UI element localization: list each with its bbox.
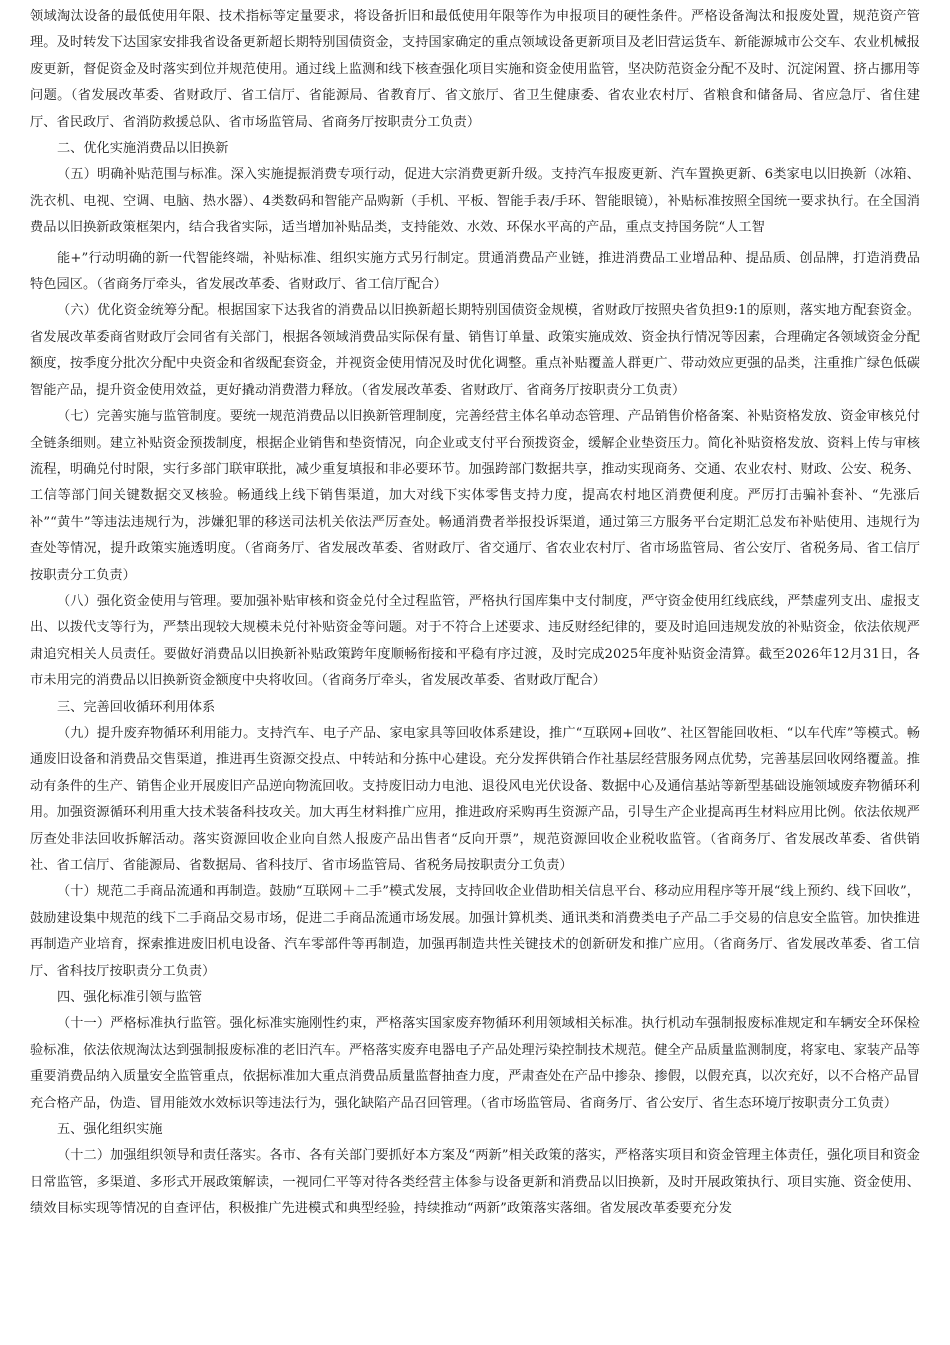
paragraph-item-5: （五）明确补贴范围与标准。深入实施提振消费专项行动，促进大宗消费更新升级。支持汽车报废更新、汽车置换更新、6类家电以旧换新（冰箱、洗衣机、电视、空调、电脑、热水器）、4类数码和智能产品购新（手机、平板、智能手表/手环、智能眼镜），补贴标准按照全国统一要求执行。在全国消费品以旧换新政策框架内，结合我省实际，适当增加补贴品类，支持能效、水效、环保水平高的产品，重点支持国务院“人工智 bbox=[30, 167, 920, 236]
section-heading-4: 四、强化标准引领与监管 bbox=[57, 990, 203, 1006]
paragraph-item-11: （十一）严格标准执行监管。强化标准实施刚性约束，严格落实国家废弃物循环利用领域相关标准。执行机动车强制报废标准规定和车辆安全环保检验标准，依法依规淘汰达到强制报废标准的老旧汽车。严格落实废弃电器电子产品处理污染控制技术规范。健全产品质量监测制度，将家电、家装产品等重要消费品纳入质量安全监管重点，依据标准加大重点消费品质量监督抽查力度，严肃查处在产品中掺杂、掺假，以假充真，以次充好，以不合格产品冒充合格产品，伪造、冒用能效水效标识等违法行为，强化缺陷产品召回管理。（省市场监管局、省商务厅、省公安厅、省生态环境厅按职责分工负责） bbox=[30, 1016, 920, 1111]
section-heading-5: 五、强化组织实施 bbox=[57, 1122, 163, 1138]
section-heading-2: 二、优化实施消费品以旧换新 bbox=[57, 141, 229, 157]
paragraph-item-6: （六）优化资金统筹分配。根据国家下达我省的消费品以旧换新超长期特别国债资金规模，省财政厅按照央省负担9:1的原则，落实地方配套资金。省发展改革委商省财政厅会同省有关部门，根据各领域消费品实际保有量、销售订单量、政策实施成效、资金执行情况等因素，合理确定各领域资金分配额度，按季度分批次分配中央资金和省级配套资金，并视资金使用情况及时优化调整。重点补贴覆盖人群更广、带动效应更强的品类，注重推广绿色低碳智能产品，提升资金使用效益，更好撬动消费潜力释放。（省发展改革委、省财政厅、省商务厅按职责分工负责） bbox=[30, 303, 920, 398]
paragraph-item-7: （七）完善实施与监管制度。要统一规范消费品以旧换新管理制度，完善经营主体名单动态管理、产品销售价格备案、补贴资格发放、资金审核兑付全链条细则。建立补贴资金预拨制度，根据企业销售和垫资情况，向企业或支付平台预拨资金，缓解企业垫资压力。简化补贴资格发放、资料上传与审核流程，明确兑付时限，实行多部门联审联批，减少重复填报和非必要环节。加强跨部门数据共享，推动实现商务、交通、农业农村、财政、公安、税务、工信等部门间关键数据交叉核验。畅通线上线下销售渠道，加大对线下实体零售支持力度，提高农村地区消费便利度。严厉打击骗补套补、“先涨后补”“黄牛”等违法违规行为，涉嫌犯罪的移送司法机关依法严厉查处。畅通消费者举报投诉渠道，通过第三方服务平台定期汇总发布补贴使用、违规行为查处等情况，提升政策实施透明度。（省商务厅、省发展改革委、省财政厅、省交通厅、省农业农村厅、省市场监管局、省公安厅、省税务局、省工信厅按职责分工负责） bbox=[30, 409, 920, 583]
paragraph-item-8: （八）强化资金使用与管理。要加强补贴审核和资金兑付全过程监管，严格执行国库集中支付制度，严守资金使用红线底线，严禁虚列支出、虚报支出、以拨代支等行为，严禁出现较大规模未兑付补贴资金等问题。对于不符合上述要求、违反财经纪律的，要及时追回违规发放的补贴资金，依法依规严肃追究相关人员责任。要做好消费品以旧换新补贴政策跨年度顺畅衔接和平稳有序过渡，及时完成2025年度补贴资金清算。截至2026年12月31日，各市未用完的消费品以旧换新资金额度中央将收回。（省商务厅牵头，省发展改革委、省财政厅配合） bbox=[30, 593, 920, 689]
paragraph-item-9: （九）提升废弃物循环利用能力。支持汽车、电子产品、家电家具等回收体系建设，推广“互联网+回收”、社区智能回收柜、“以车代库”等模式。畅通废旧设备和消费品交售渠道，推进再生资源交投点、中转站和分拣中心建设。充分发挥供销合作社基层经营服务网点优势，完善基层回收网络覆盖。推动有条件的生产、销售企业开展废旧产品逆向物流回收。支持废旧动力电池、退役风电光伏设备、数据中心及通信基站等新型基础设施领域废弃物循环利用。加强资源循环利用重大技术装备科技攻关。加大再生材料推广应用，推进政府采购再生资源产品，引导生产企业提高再生材料应用比例。依法依规严厉查处非法回收拆解活动。落实资源回收企业向自然人报废产品出售者“反向开票”，规范资源回收企业税收监管。（省商务厅、省发展改革委、省供销社、省工信厅、省能源局、省数据局、省科技厅、省市场监管局、省税务局按职责分工负责） bbox=[30, 725, 920, 873]
paragraph-item-10: （十）规范二手商品流通和再制造。鼓励“互联网＋二手”模式发展，支持回收企业借助相关信息平台、移动应用程序等开展“线上预约、线下回收”，鼓励建设集中规范的线下二手商品交易市场，促进二手商品流通市场发展。加强计算机类、通讯类和消费类电子产品二手交易的信息安全监管。加快推进再制造产业培育，探索推进废旧机电设备、汽车零部件等再制造，加强再制造共性关键技术的创新研发和推广应用。（省商务厅、省发展改革委、省工信厅、省科技厅按职责分工负责） bbox=[30, 884, 920, 979]
section-heading-3: 三、完善回收循环利用体系 bbox=[57, 699, 216, 715]
paragraph-item-5-continued: 能+”行动明确的新一代智能终端，补贴标准、组织实施方式另行制定。贯通消费品产业链，推进消费品工业增品种、提品质、创品牌，打造消费品特色园区。（省商务厅牵头，省发展改革委、省财政厅、省工信厅配合） bbox=[30, 250, 920, 293]
paragraph-item-12: （十二）加强组织领导和责任落实。各市、各有关部门要抓好本方案及“两新”相关政策的落实，严格落实项目和资金管理主体责任，强化项目和资金日常监管，多渠道、多形式开展政策解读，一视同仁平等对待各类经营主体参与设备更新和消费品以旧换新，及时开展政策执行、项目实施、资金使用、绩效目标实现等情况的自查评估，积极推广先进模式和典型经验，持续推动“两新”政策落实落细。省发展改革委要充分发 bbox=[30, 1148, 920, 1217]
paragraph-intro-continued: 领域淘汰设备的最低使用年限、技术指标等定量要求，将设备折旧和最低使用年限等作为申报项目的硬性条件。严格设备淘汰和报废处置，规范资产管理。及时转发下达国家安排我省设备更新超长期特别国债资金，支持国家确定的重点领域设备更新项目及老旧营运货车、新能源城市公交车、农业机械报废更新，督促资金及时落实到位并规范使用。通过线上监测和线下核查强化项目实施和资金使用监管，坚决防范资金分配不及时、沉淀闲置、挤占挪用等问题。（省发展改革委、省财政厅、省工信厅、省能源局、省教育厅、省文旅厅、省卫生健康委、省农业农村厅、省粮食和储备局、省应急厅、省住建厅、省民政厅、省消防救援总队、省市场监管局、省商务厅按职责分工负责） bbox=[30, 9, 920, 130]
